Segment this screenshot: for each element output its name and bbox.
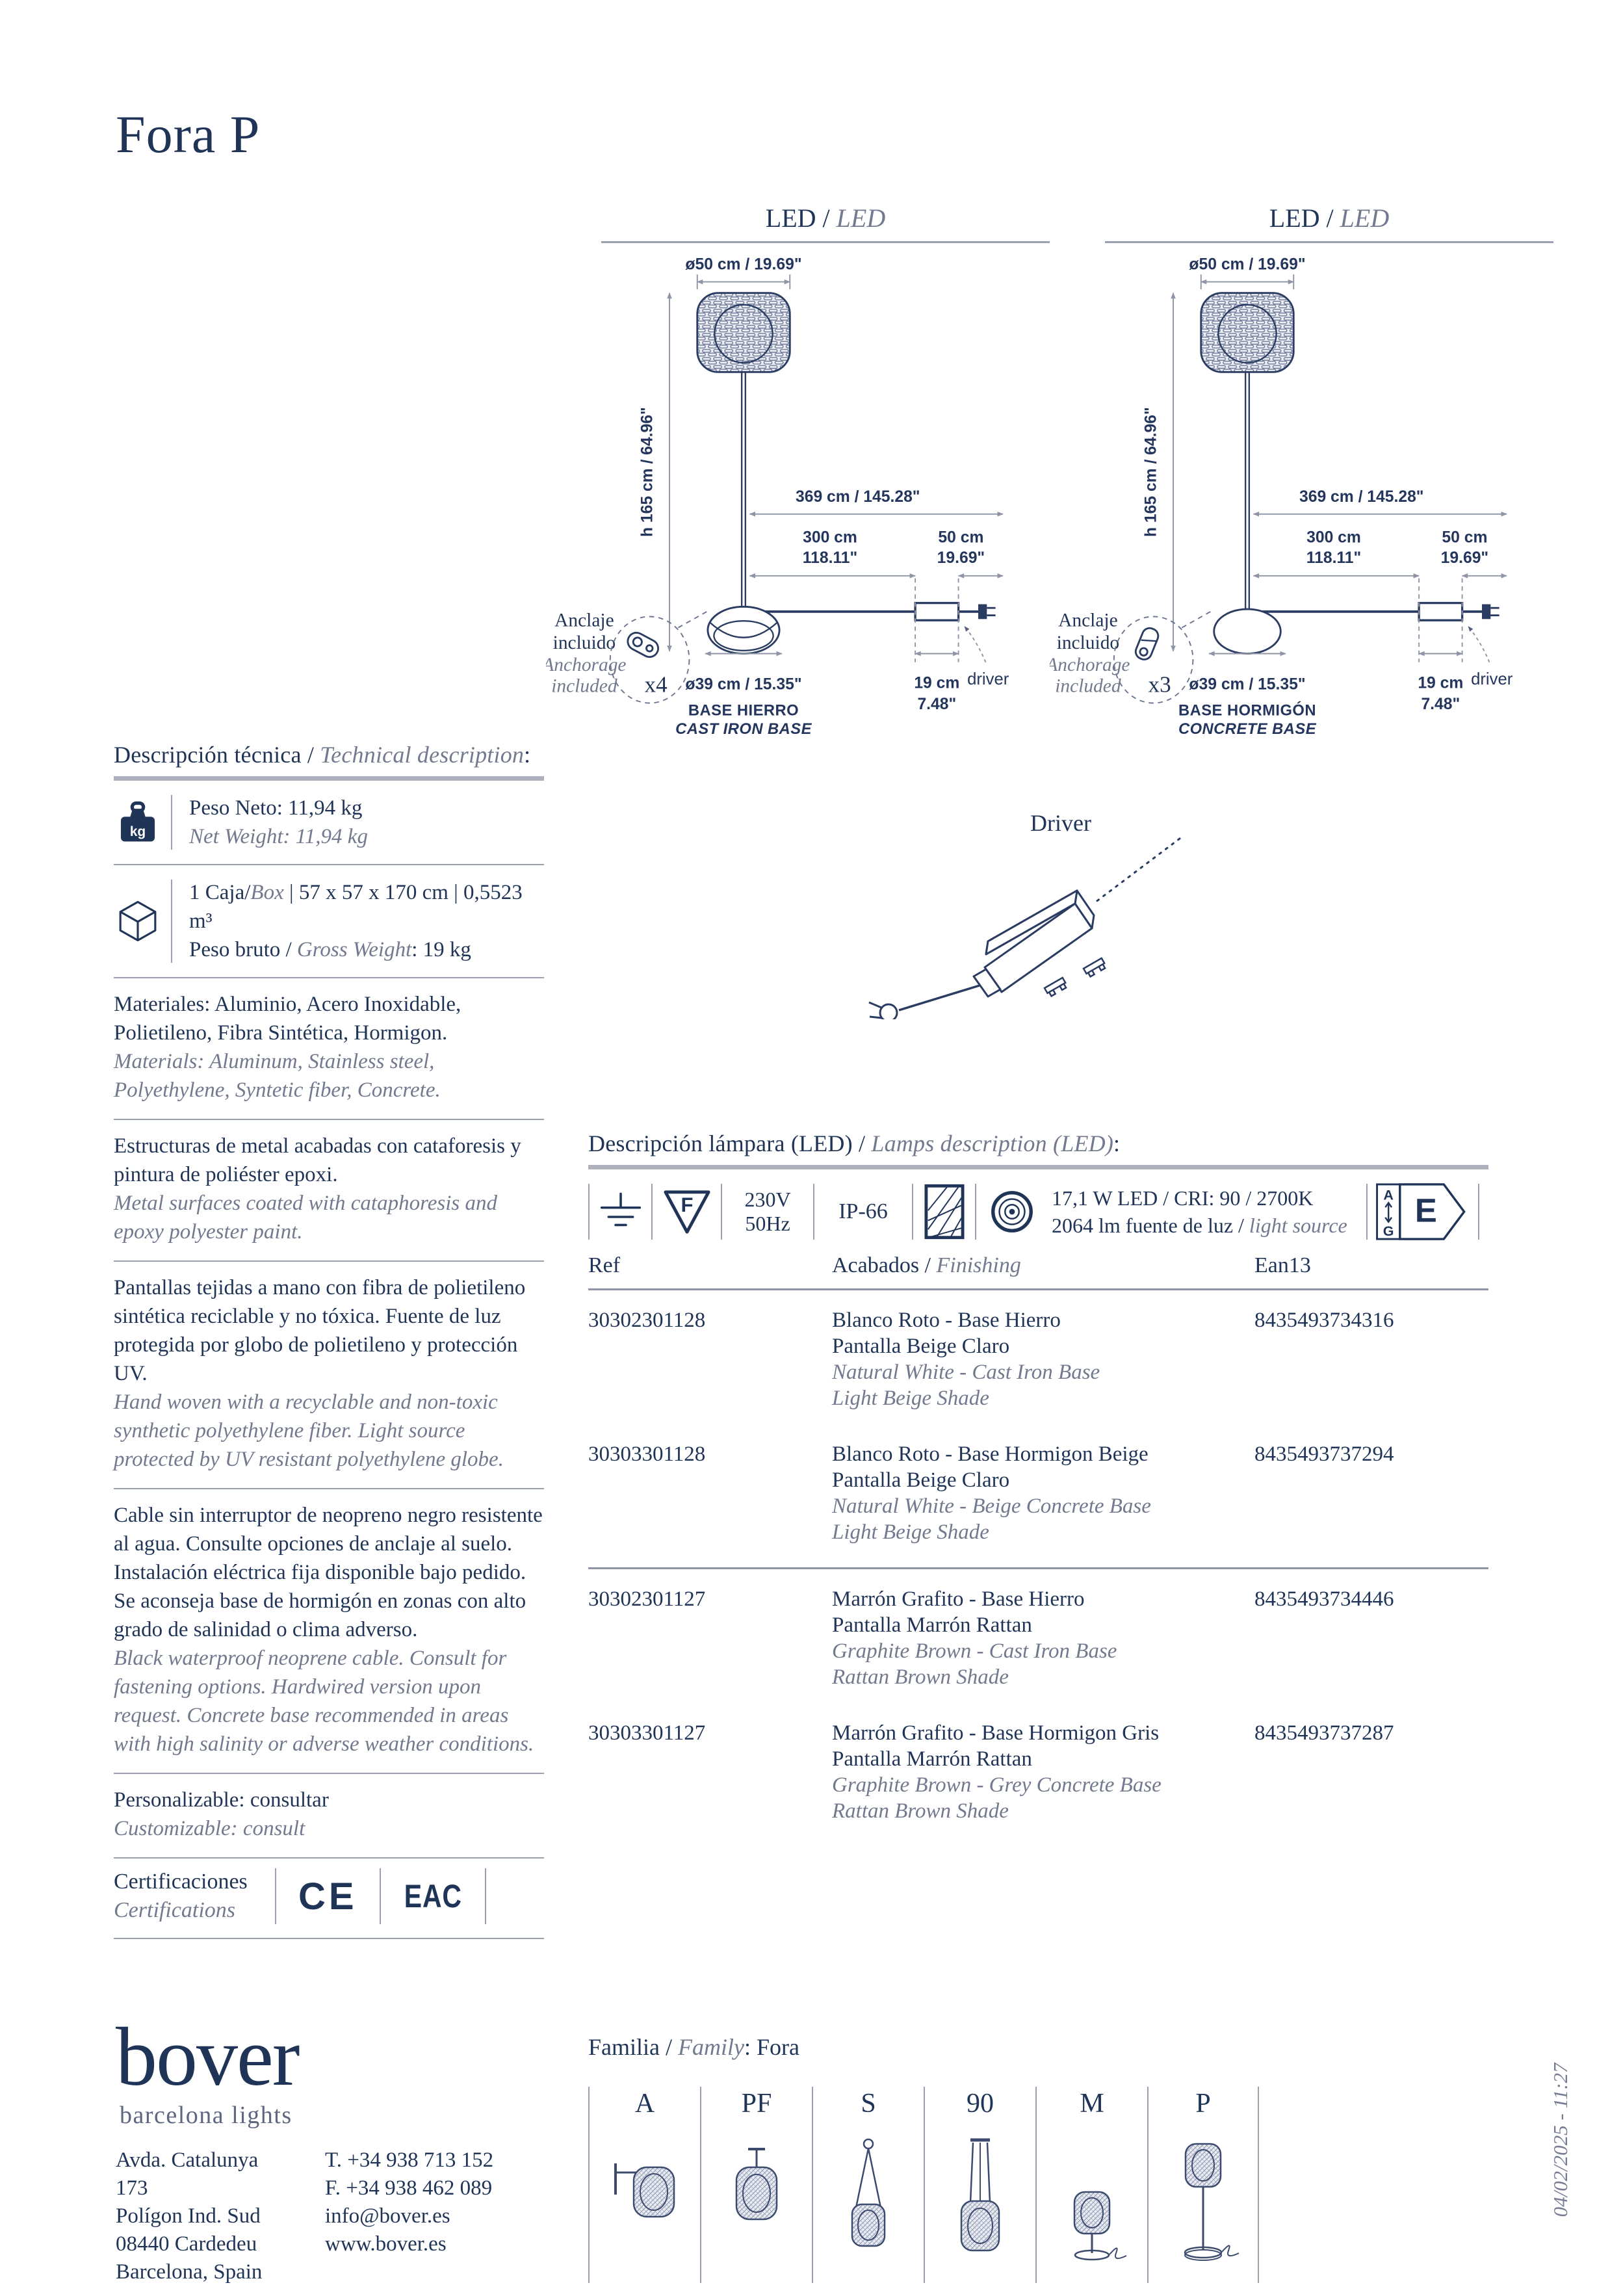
svg-text:included: included xyxy=(1055,675,1121,697)
dim-cable-pole-inches: 118.11" xyxy=(1306,549,1362,567)
driver-label: driver xyxy=(1471,670,1513,688)
base-name-es: BASE HORMIGÓN xyxy=(1178,701,1317,720)
technical-drawing-cast-iron xyxy=(546,203,1040,750)
dim-cable-plug-label: 50 cm xyxy=(938,528,984,547)
svg-text:F: F xyxy=(680,1194,694,1216)
wall-lamp-icon xyxy=(596,2130,694,2266)
dim-driver-len-label: 19 cm xyxy=(1418,674,1464,692)
brand-block xyxy=(116,2011,299,2130)
finishing-cell: Marrón Grafito - Base Hierro Pantalla Marrón Rattan Graphite Brown - Cast Iron Base Rattan Brown Shade xyxy=(832,1587,1117,1689)
ref-cell: 30302301127 xyxy=(588,1587,706,1611)
dim-cable-plug-label: 50 cm xyxy=(1442,528,1488,547)
box-icon xyxy=(114,898,162,944)
ean-cell: 8435493737287 xyxy=(1254,1721,1394,1745)
svg-text:incluido: incluido xyxy=(1056,632,1120,653)
print-timestamp: 04/02/2025 - 11:27 xyxy=(1549,2063,1572,2217)
family-variant-floor: P xyxy=(1147,2087,1259,2283)
svg-text:Anclaje: Anclaje xyxy=(554,610,614,631)
family-variant-wall: A xyxy=(588,2087,700,2283)
driver-illustration-label: Driver xyxy=(1030,810,1091,836)
concrete-base xyxy=(1214,609,1281,653)
net-weight-text: Peso Neto: 11,94 kg Net Weight: 11,94 kg xyxy=(189,796,368,848)
dim-cable-plug-inches: 19.69" xyxy=(937,549,985,567)
mounting-clips xyxy=(1045,958,1107,997)
anchor-qty: x3 xyxy=(1148,672,1171,698)
certifications-row xyxy=(114,1859,544,1939)
finishing-cell: Blanco Roto - Base Hierro Pantalla Beige Claro Natural White - Cast Iron Base Light Beige Shade xyxy=(832,1309,1100,1410)
driver-cable-dashed xyxy=(1095,839,1180,902)
net-weight-row xyxy=(114,781,544,865)
driver-box xyxy=(915,603,959,621)
materials-paragraph: Materiales: Aluminio, Acero Inoxidable, Polietileno, Fibra Sintética, Hormigon. Materials: Aluminum, Stainless steel, Polyethylene, Syntetic fiber, Concrete. xyxy=(114,978,544,1120)
col-finishing: Acabados / Finishing xyxy=(832,1253,1021,1277)
certifications-label: Certificaciones Certifications xyxy=(114,1870,248,1922)
anchor-leader-line xyxy=(1182,610,1213,628)
cable-paragraph: Cable sin interruptor de neopreno negro resistente al agua. Consulte opciones de anclaje al suelo. Instalación eléctrica fija disponible bajo pedido. Se aconseja base de hormigón en zonas con alto grado de salinidad o clima adverso. Black waterproof neoprene cable. Consult for fastening options. Hardwired version upon request. Concrete base recommended in areas with high salinity or adverse weather conditions. xyxy=(114,1489,544,1774)
ip-rating: IP-66 xyxy=(838,1199,888,1223)
dim-cable-pole-inches: 118.11" xyxy=(802,549,858,567)
divider xyxy=(1478,1184,1479,1240)
table-row xyxy=(588,1703,1488,1837)
dim-width-label: ø50 cm / 19.69" xyxy=(685,255,802,274)
family-variants-grid xyxy=(588,2087,1259,2283)
anchor-qty: x4 xyxy=(644,672,668,698)
dim-width-label: ø50 cm / 19.69" xyxy=(1189,255,1306,274)
ean-cell: 8435493734446 xyxy=(1254,1587,1394,1611)
driver-cable xyxy=(899,985,980,1010)
kg-weight-icon xyxy=(114,798,162,846)
finishing-cell: Marrón Grafito - Base Hormigon Gris Pantalla Marrón Rattan Graphite Brown - Grey Concrete Base Rattan Brown Shade xyxy=(832,1721,1162,1823)
dim-cable-total-label: 369 cm / 145.28" xyxy=(1299,488,1424,506)
svg-text:A: A xyxy=(1383,1187,1394,1203)
anchorage-note xyxy=(1050,610,1130,697)
dim-base-label: ø39 cm / 15.35" xyxy=(685,675,802,694)
dim-base-label: ø39 cm / 15.35" xyxy=(1189,675,1306,694)
width-dimension xyxy=(1201,274,1294,289)
dim-cable-pole-label: 300 cm xyxy=(803,528,857,547)
contact-info: T. +34 938 713 152 F. +34 938 462 089 info@bover.es www.bover.es xyxy=(325,2148,494,2256)
driver-label: driver xyxy=(967,670,1009,688)
lamp-pole xyxy=(742,372,746,623)
dim-driver-len-inches: 7.48" xyxy=(917,696,957,713)
cast-iron-base xyxy=(708,607,779,653)
base-name-en: CONCRETE BASE xyxy=(1178,720,1317,738)
led-spec-text: 17,1 W LED / CRI: 90 / 2700K 2064 lm fuente de luz / light source xyxy=(1052,1186,1347,1237)
svg-text:G: G xyxy=(1383,1223,1394,1240)
ref-cell: 30303301128 xyxy=(588,1442,706,1466)
ref-cell: 30303301127 xyxy=(588,1721,706,1745)
anchor-leader-line xyxy=(678,610,709,628)
driver-illustration xyxy=(816,805,1193,1023)
ean-cell: 8435493734316 xyxy=(1254,1309,1394,1332)
dim-driver-len-inches: 7.48" xyxy=(1421,696,1461,713)
col-ean: Ean13 xyxy=(1254,1253,1311,1277)
svg-text:included: included xyxy=(551,675,617,697)
brand-tagline: barcelona lights xyxy=(120,2102,292,2129)
driver-box-isometric xyxy=(974,891,1094,997)
col-ref: Ref xyxy=(588,1253,621,1277)
eac-mark-icon: EAC xyxy=(404,1878,462,1914)
dim-height-label: h 165 cm / 64.96" xyxy=(638,407,656,538)
shades-paragraph: Pantallas tejidas a mano con fibra de polietileno sintética reciclable y no tóxica. Fuente de luz protegida por globo de polietileno y protección UV. Hand woven with a recyclable and non-toxic synthetic polyethylene fiber. Light source protected by UV resistant polyethylene globe. xyxy=(114,1262,544,1489)
driver-pointer xyxy=(1468,627,1489,662)
dim-cable-plug-inches: 19.69" xyxy=(1440,549,1489,567)
divider xyxy=(485,1868,486,1924)
dim-height-label: h 165 cm / 64.96" xyxy=(1142,407,1160,538)
led-module-icon xyxy=(987,1186,1037,1237)
customizable-paragraph: Personalizable: consultar Customizable: consult xyxy=(114,1774,544,1859)
svg-text:kg: kg xyxy=(129,824,146,839)
base-name-es: BASE HIERRO xyxy=(688,701,799,720)
class-f-triangle-icon xyxy=(653,1188,721,1236)
svg-text:Anchorage: Anchorage xyxy=(546,655,627,676)
family-section xyxy=(588,2033,1259,2283)
svg-text:E: E xyxy=(1414,1192,1437,1229)
driver-pointer xyxy=(965,627,985,662)
lamp-section-header: Descripción lámpara (LED) / Lamps description (LED): xyxy=(588,1130,1121,1156)
finishing-cell: Blanco Roto - Base Hormigon Beige Pantalla Beige Claro Natural White - Beige Concrete Base Light Beige Shade xyxy=(832,1442,1151,1544)
floor-lamp-icon xyxy=(1154,2130,1252,2266)
lamp-pole xyxy=(1245,372,1249,623)
header-rule xyxy=(1105,241,1553,243)
family-variant-pendant-s: S xyxy=(812,2087,924,2283)
table-row xyxy=(588,1424,1488,1569)
technical-drawing-concrete xyxy=(1050,203,1544,750)
voltage-spec: 230V 50Hz xyxy=(744,1188,791,1235)
led-spec-cell xyxy=(976,1184,1366,1239)
packaging-row xyxy=(114,865,544,978)
ref-cell: 30302301128 xyxy=(588,1309,706,1332)
woven-shade-icon xyxy=(913,1184,975,1240)
reference-table xyxy=(588,1253,1488,1837)
plug-icon xyxy=(869,1002,897,1019)
packaging-text: 1 Caja/Box | 57 x 57 x 170 cm | 0,5523 m³ Peso bruto / Gross Weight: 19 kg xyxy=(189,881,523,961)
lamp-description-section xyxy=(588,1130,1488,1241)
table-header xyxy=(588,1253,1488,1290)
family-header: Familia / Family: Fora xyxy=(588,2034,799,2060)
bover-logo: bover xyxy=(116,2011,299,2103)
anchor-bolt-icon xyxy=(1134,626,1160,662)
width-dimension xyxy=(697,274,790,289)
family-variant-ceiling: PF xyxy=(700,2087,812,2283)
section-rule xyxy=(114,776,544,781)
divider xyxy=(171,880,172,963)
svg-text:incluido: incluido xyxy=(552,632,616,653)
divider xyxy=(275,1868,276,1924)
page-title: Fora P xyxy=(116,105,261,164)
address-block xyxy=(116,2146,493,2286)
header-rule xyxy=(601,241,1050,243)
section-rule xyxy=(588,1165,1488,1169)
dim-cable-total-label: 369 cm / 145.28" xyxy=(795,488,920,506)
anchor-plate-icon xyxy=(625,630,661,660)
svg-text:Anclaje: Anclaje xyxy=(1058,610,1118,631)
led-header: LED / LED xyxy=(1269,203,1390,233)
svg-text:Anchorage: Anchorage xyxy=(1050,655,1130,676)
divider xyxy=(380,1868,381,1924)
floor-lamp-diagram-cast-iron xyxy=(546,252,1015,746)
table-row xyxy=(588,1290,1488,1424)
energy-label-icon xyxy=(1368,1182,1478,1241)
driver-box xyxy=(1419,603,1462,621)
postal-address: Avda. Catalunya 173 Polígon Ind. Sud 08440 Cardedeu Barcelona, Spain xyxy=(116,2148,263,2284)
family-variant-pendant-90: 90 xyxy=(924,2087,1035,2283)
floor-lamp-diagram-concrete xyxy=(1050,252,1519,746)
family-variant-table: M xyxy=(1035,2087,1147,2283)
table-row xyxy=(588,1569,1488,1703)
lamp-icon-row xyxy=(588,1182,1488,1241)
tech-section-header: Descripción técnica / Technical description: xyxy=(114,742,531,768)
table-lamp-icon xyxy=(1043,2130,1141,2266)
ean-cell: 8435493737294 xyxy=(1254,1442,1394,1466)
plug xyxy=(1482,605,1500,620)
base-name-en: CAST IRON BASE xyxy=(675,720,812,738)
anchorage-note xyxy=(546,610,626,697)
pendant-90-lamp-icon xyxy=(931,2130,1029,2266)
ground-symbol-icon xyxy=(590,1190,651,1233)
pendant-lamp-icon xyxy=(820,2130,917,2266)
plug xyxy=(978,605,996,620)
dim-cable-pole-label: 300 cm xyxy=(1306,528,1361,547)
technical-description-column xyxy=(114,741,544,1939)
dim-driver-len-label: 19 cm xyxy=(914,674,960,692)
led-header: LED / LED xyxy=(765,203,886,233)
structures-paragraph: Estructuras de metal acabadas con cataforesis y pintura de poliéster epoxi. Metal surfaces coated with cataphoresis and epoxy polyester paint. xyxy=(114,1120,544,1262)
divider xyxy=(171,795,172,850)
ceiling-lamp-icon xyxy=(708,2130,805,2266)
ce-mark-icon: CE xyxy=(298,1875,357,1918)
